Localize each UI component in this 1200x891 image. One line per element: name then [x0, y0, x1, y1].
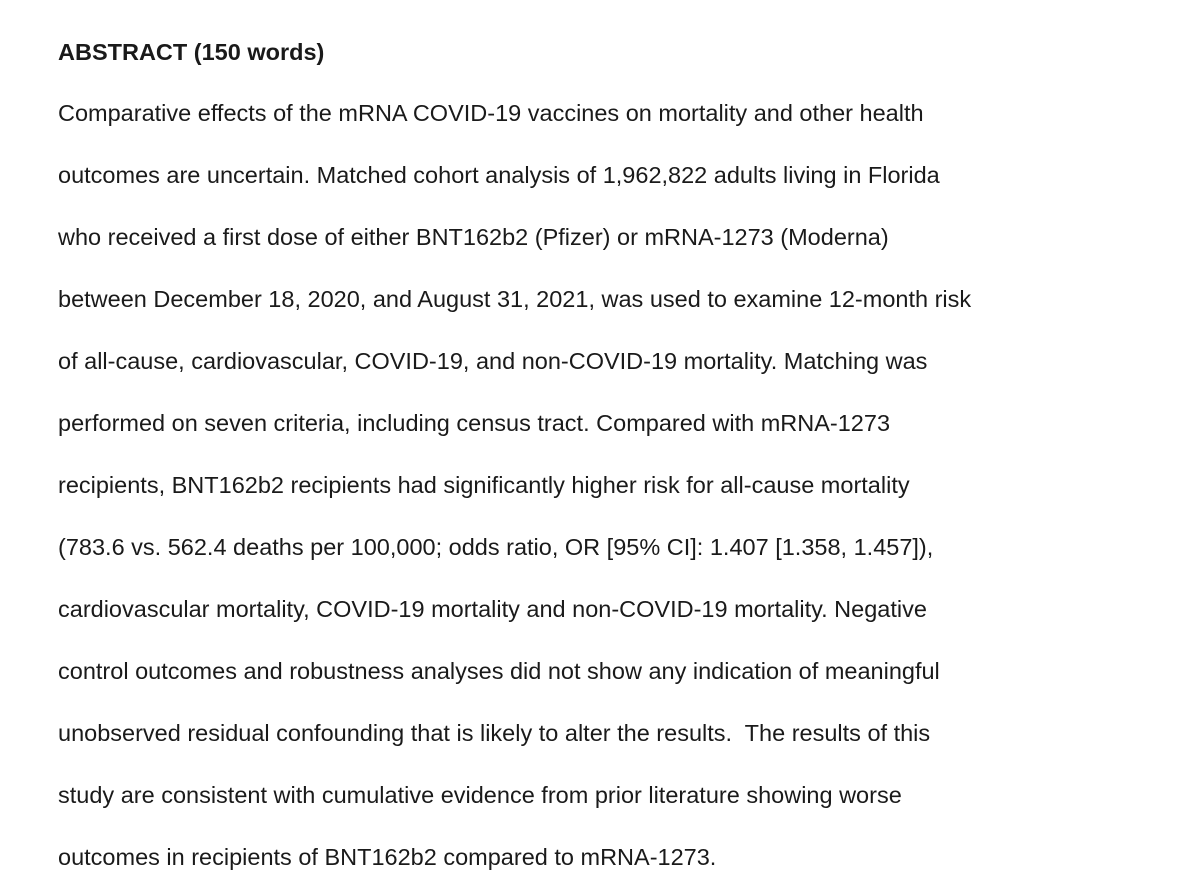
abstract-line: Comparative effects of the mRNA COVID-19 vaccines on mortality and other health — [58, 100, 924, 126]
abstract-line: recipients, BNT162b2 recipients had significantly higher risk for all-cause mortality — [58, 472, 910, 498]
abstract-line: (783.6 vs. 562.4 deaths per 100,000; odds ratio, OR [95% CI]: 1.407 [1.358, 1.457]), — [58, 534, 934, 560]
abstract-heading: ABSTRACT (150 words) — [58, 39, 325, 65]
abstract-line: outcomes are uncertain. Matched cohort analysis of 1,962,822 adults living in Florida — [58, 162, 940, 188]
abstract-line: study are consistent with cumulative evidence from prior literature showing worse — [58, 782, 902, 808]
abstract-line: of all-cause, cardiovascular, COVID-19, and non-COVID-19 mortality. Matching was — [58, 348, 928, 374]
abstract-line: cardiovascular mortality, COVID-19 mortality and non-COVID-19 mortality. Negative — [58, 596, 927, 622]
abstract-line: who received a first dose of either BNT162b2 (Pfizer) or mRNA-1273 (Moderna) — [58, 224, 889, 250]
abstract-line: outcomes in recipients of BNT162b2 compared to mRNA-1273. — [58, 844, 717, 870]
abstract-line: performed on seven criteria, including census tract. Compared with mRNA-1273 — [58, 410, 891, 436]
abstract-line: between December 18, 2020, and August 31, 2021, was used to examine 12-month risk — [58, 286, 972, 312]
abstract-line: control outcomes and robustness analyses did not show any indication of meaningful — [58, 658, 940, 684]
abstract-line: unobserved residual confounding that is likely to alter the results. The results of this — [58, 720, 931, 746]
